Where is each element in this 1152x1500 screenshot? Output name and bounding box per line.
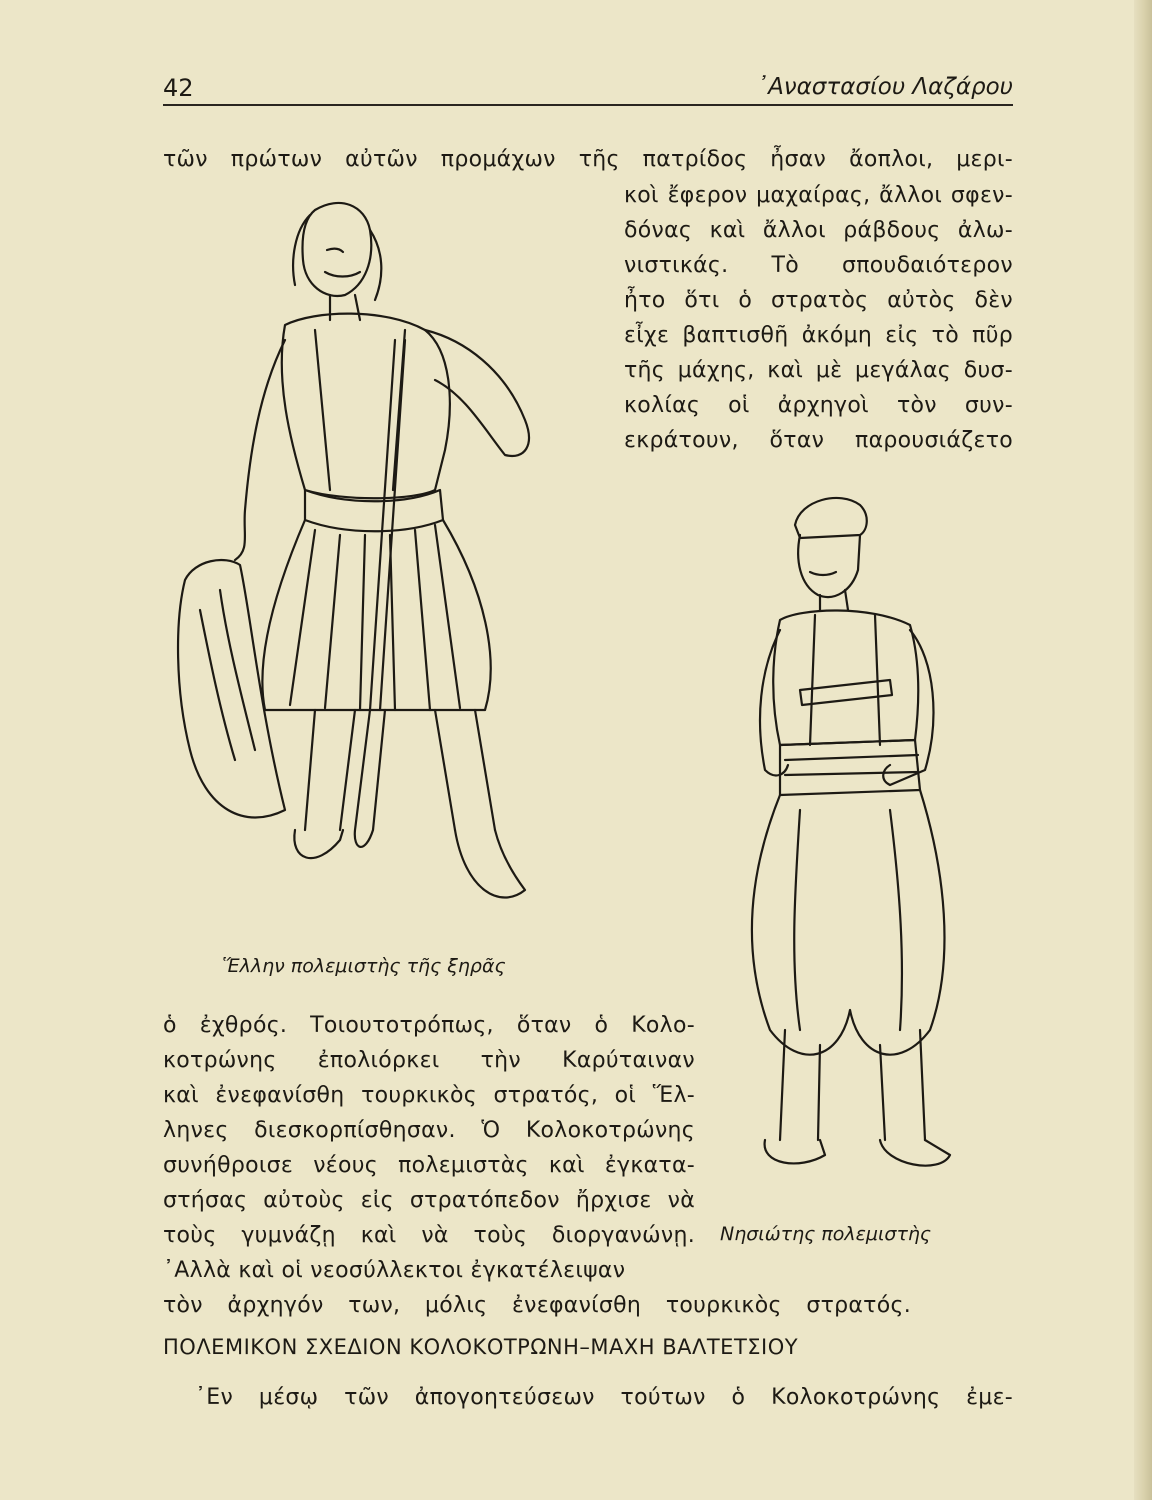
body-line: εἶχε βαπτισθῆ ἀκόμη εἰς τὸ πῦρ — [624, 323, 1013, 348]
running-title: ᾿Αναστασίου Λαζάρου — [756, 74, 1013, 100]
mainland-warrior-illustration — [165, 190, 605, 940]
body-line: εκράτουν, ὅταν παρουσιάζετο — [624, 428, 1013, 453]
body-line: νιστικάς. Τὸ σπουδαιότερον — [624, 253, 1013, 278]
body-line: δόνας καὶ ἄλλοι ράβδους ἀλω- — [624, 218, 1013, 243]
body-line: κοτρώνης ἐπολιόρκει τὴν Καρύταιναν — [163, 1048, 695, 1073]
body-line: κοὶ ἔφερον μαχαίρας, ἄλλοι σφεν- — [624, 183, 1013, 208]
body-line: κολίας οἱ ἀρχηγοὶ τὸν συν- — [624, 393, 1013, 418]
body-line: τῶν πρώτων αὐτῶν προμάχων τῆς πατρίδος ἦσαν ἄοπλοι, μερι- — [163, 147, 1013, 172]
body-line: συνήθροισε νέους πολεμιστὰς καὶ ἐγκατα- — [163, 1153, 695, 1178]
body-line: ἦτο ὅτι ὁ στρατὸς αὐτὸς δὲν — [624, 288, 1013, 313]
island-warrior-illustration — [740, 490, 970, 1200]
section-heading: ΠΟΛΕΜΙΚΟΝ ΣΧΕΔΙΟΝ ΚΟΛΟΚΟΤΡΩΝΗ–ΜΑΧΗ ΒΑΛΤΕΤΣΙΟΥ — [163, 1335, 799, 1359]
body-line: ᾿Εν μέσῳ τῶν ἀπογοητεύσεων τούτων ὁ Κολοκοτρώνης ἐμε- — [195, 1385, 1013, 1410]
body-line: καὶ ἐνεφανίσθη τουρκικὸς στρατός, οἱ Ἕλ- — [163, 1083, 695, 1108]
body-line: τοὺς γυμνάζῃ καὶ νὰ τοὺς διοργανώνῃ. — [163, 1223, 695, 1248]
running-head — [163, 70, 1013, 106]
body-line: τὸν ἀρχηγόν των, μόλις ἐνεφανίσθη τουρκικὸς στρατός. — [163, 1293, 911, 1318]
body-line: ᾿Αλλὰ καὶ οἱ νεοσύλλεκτοι ἐγκατέλειψαν — [163, 1258, 626, 1283]
left-figure-caption: Ἕλλην πολεμιστὴς τῆς ξηρᾶς — [222, 955, 506, 977]
body-line: ὁ ἐχθρός. Τοιουτοτρόπως, ὅταν ὁ Κολο- — [163, 1013, 695, 1038]
body-line: στήσας αὐτοὺς εἰς στρατόπεδον ἤρχισε νὰ — [163, 1188, 695, 1213]
body-line: ληνες διεσκορπίσθησαν. Ὁ Κολοκοτρώνης — [163, 1118, 695, 1143]
body-line: τῆς μάχης, καὶ μὲ μεγάλας δυσ- — [624, 358, 1013, 383]
right-figure-caption: Νησιώτης πολεμιστὴς — [720, 1223, 932, 1245]
page-number: 42 — [163, 74, 194, 102]
page-edge-shadow — [1134, 0, 1152, 1500]
